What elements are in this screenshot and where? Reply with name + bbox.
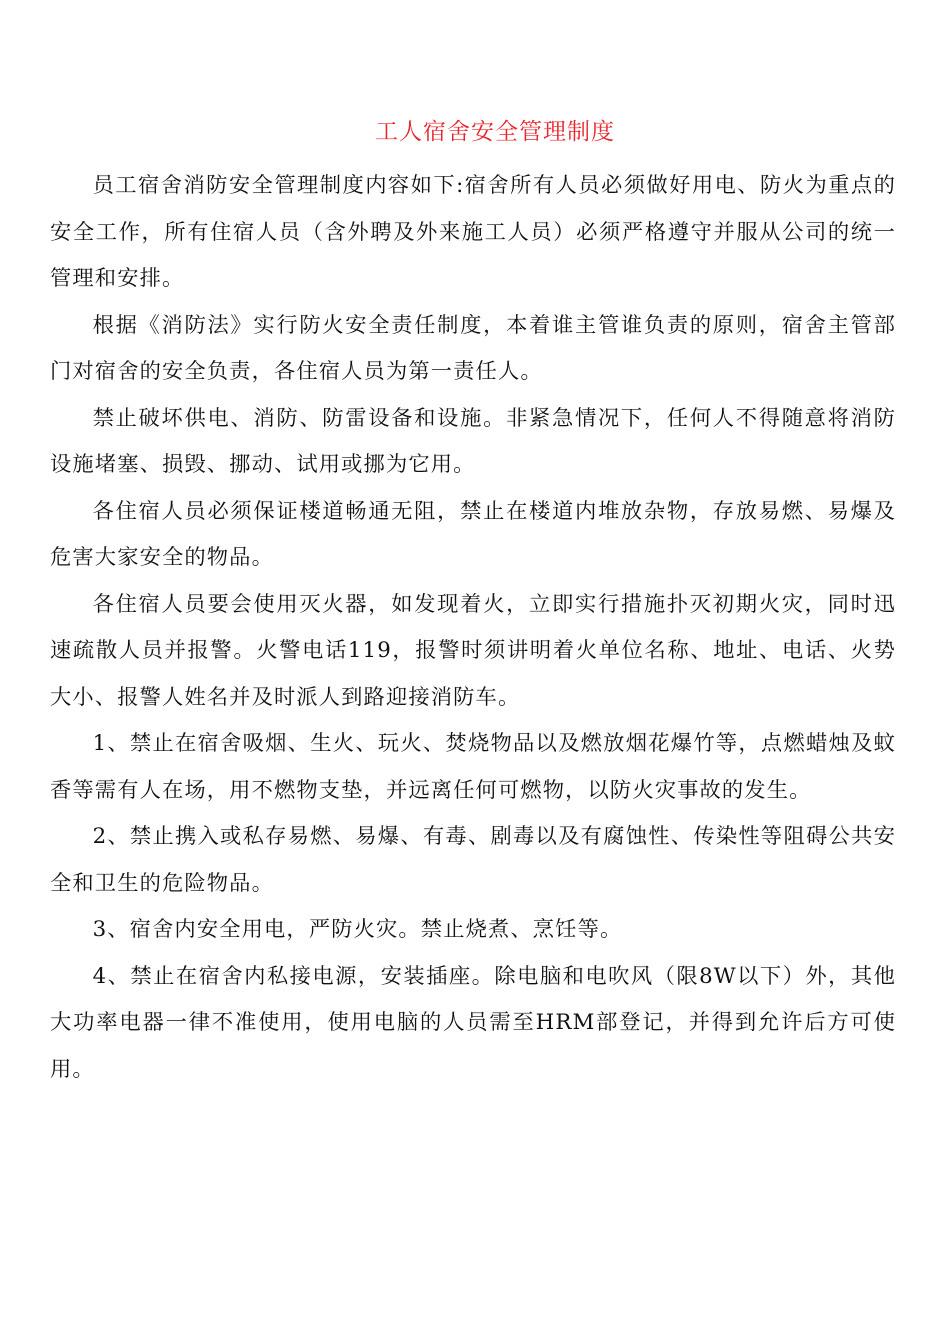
rule-item-2: 2、禁止携入或私存易燃、易爆、有毒、剧毒以及有腐蚀性、传染性等阻碍公共安全和卫生的危险物品。 bbox=[50, 824, 896, 896]
rule-item-3: 3、宿舍内安全用电，严防火灾。禁止烧煮、烹饪等。 bbox=[92, 917, 623, 942]
paragraph-responsibility: 根据《消防法》实行防火安全责任制度，本着谁主管谁负责的原则，宿舍主管部门对宿舍的安全负责，各住宿人员为第一责任人。 bbox=[50, 312, 896, 384]
document-title: 工人宿舍安全管理制度 bbox=[375, 119, 615, 145]
rule-item-1: 1、禁止在宿舍吸烟、生火、玩火、焚烧物品以及燃放烟花爆竹等，点燃蜡烛及蚊香等需有人在场，用不燃物支垫，并远离任何可燃物，以防火灾事故的发生。 bbox=[50, 731, 896, 803]
document-body bbox=[50, 163, 896, 1093]
rule-item-4: 4、禁止在宿舍内私接电源，安装插座。除电脑和电吹风（限8W以下）外，其他大功率电器一律不准使用，使用电脑的人员需至HRM部登记，并得到允许后方可使用。 bbox=[50, 963, 896, 1082]
paragraph-intro: 员工宿舍消防安全管理制度内容如下:宿舍所有人员必须做好用电、防火为重点的安全工作，所有住宿人员（含外聘及外来施工人员）必须严格遵守并服从公司的统一管理和安排。 bbox=[50, 173, 896, 291]
paragraph-facilities: 禁止破坏供电、消防、防雷设备和设施。非紧急情况下，任何人不得随意将消防设施堵塞、损毁、挪动、试用或挪为它用。 bbox=[50, 405, 896, 477]
paragraph-fire-response: 各住宿人员要会使用灭火器，如发现着火，立即实行措施扑灭初期火灾，同时迅速疏散人员并报警。火警电话119，报警时须讲明着火单位名称、地址、电话、火势大小、报警人姓名并及时派人到路迎接消防车。 bbox=[50, 591, 896, 710]
paragraph-corridors: 各住宿人员必须保证楼道畅通无阻，禁止在楼道内堆放杂物，存放易燃、易爆及危害大家安全的物品。 bbox=[50, 498, 896, 570]
